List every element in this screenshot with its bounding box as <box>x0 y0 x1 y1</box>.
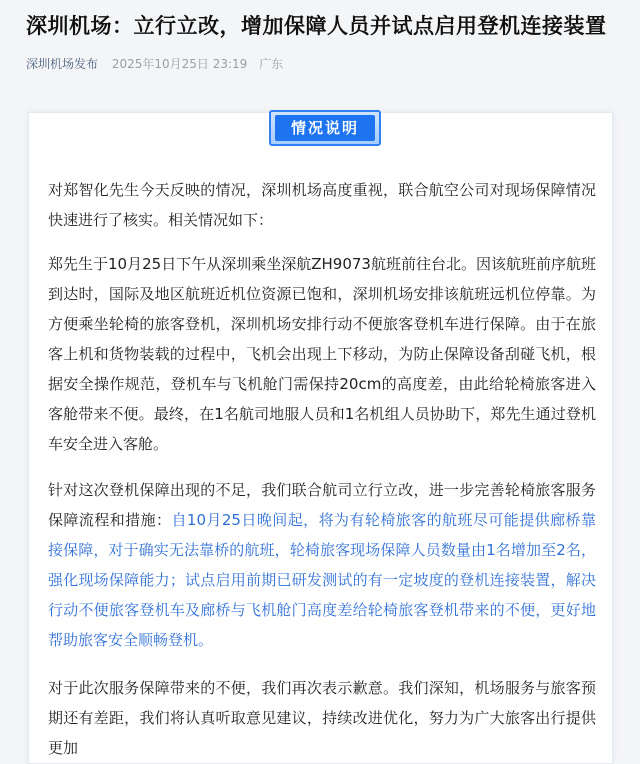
measures-highlight: 自10月25日晚间起，将为有轮椅旅客的航班尽可能提供廊桥靠接保障，对于确实无法靠桥的航班，轮椅旅客现场保障人员数量由1名增加至2名，强化现场保障能力；试点启用前期已研发测试的有一定坡度的登机连接装置，解决行动不便旅客登机车及廊桥与飞机舱门高度差给轮椅旅客登机带来的不便，更好地帮助旅客安全顺畅登机。 <box>48 511 596 649</box>
notice-paragraph-3 <box>48 475 596 655</box>
notice-banner-label: 情况说明 <box>275 115 375 141</box>
article-meta <box>26 55 283 72</box>
measures-intro: 针对这次登机保障出现的不足，我们联合航司立行立改，进一步完善轮椅旅客服务保障流程和措施： <box>48 481 596 529</box>
source-link[interactable]: 深圳机场发布 <box>26 57 99 71</box>
notice-paragraph-1: 对郑智化先生今天反映的情况，深圳机场高度重视，联合航空公司对现场保障情况快速进行了核实。相关情况如下： <box>48 181 596 229</box>
article-title: 深圳机场：立行立改，增加保障人员并试点启用登机连接装置 <box>26 14 607 38</box>
publish-location: 广东 <box>259 57 284 71</box>
notice-image <box>28 112 613 764</box>
notice-banner <box>269 110 381 146</box>
notice-paragraph-4: 对于此次服务保障带来的不便，我们再次表示歉意。我们深知，机场服务与旅客预期还有差距，我们将认真听取意见建议，持续改进优化，努力为广大旅客出行提供更加 <box>48 679 596 757</box>
publish-date: 2025年10月25日 23:19 <box>111 57 248 71</box>
notice-paragraph-2: 郑先生于10月25日下午从深圳乘坐深航ZH9073航班前往台北。因该航班前序航班到达时，国际及地区航班近机位资源已饱和，深圳机场安排该航班远机位停靠。为方便乘坐轮椅的旅客登机，深圳机场安排行动不便旅客登机车进行保障。由于在旅客上机和货物装载的过程中，飞机会出现上下移动，为防止保障设备刮碰飞机，根据安全操作规范，登机车与飞机舱门需保持20cm的高度差，由此给轮椅旅客进入客舱带来不便。最终，在1名航司地服人员和1名机组人员协助下，郑先生通过登机车安全进入客舱。 <box>48 255 596 453</box>
